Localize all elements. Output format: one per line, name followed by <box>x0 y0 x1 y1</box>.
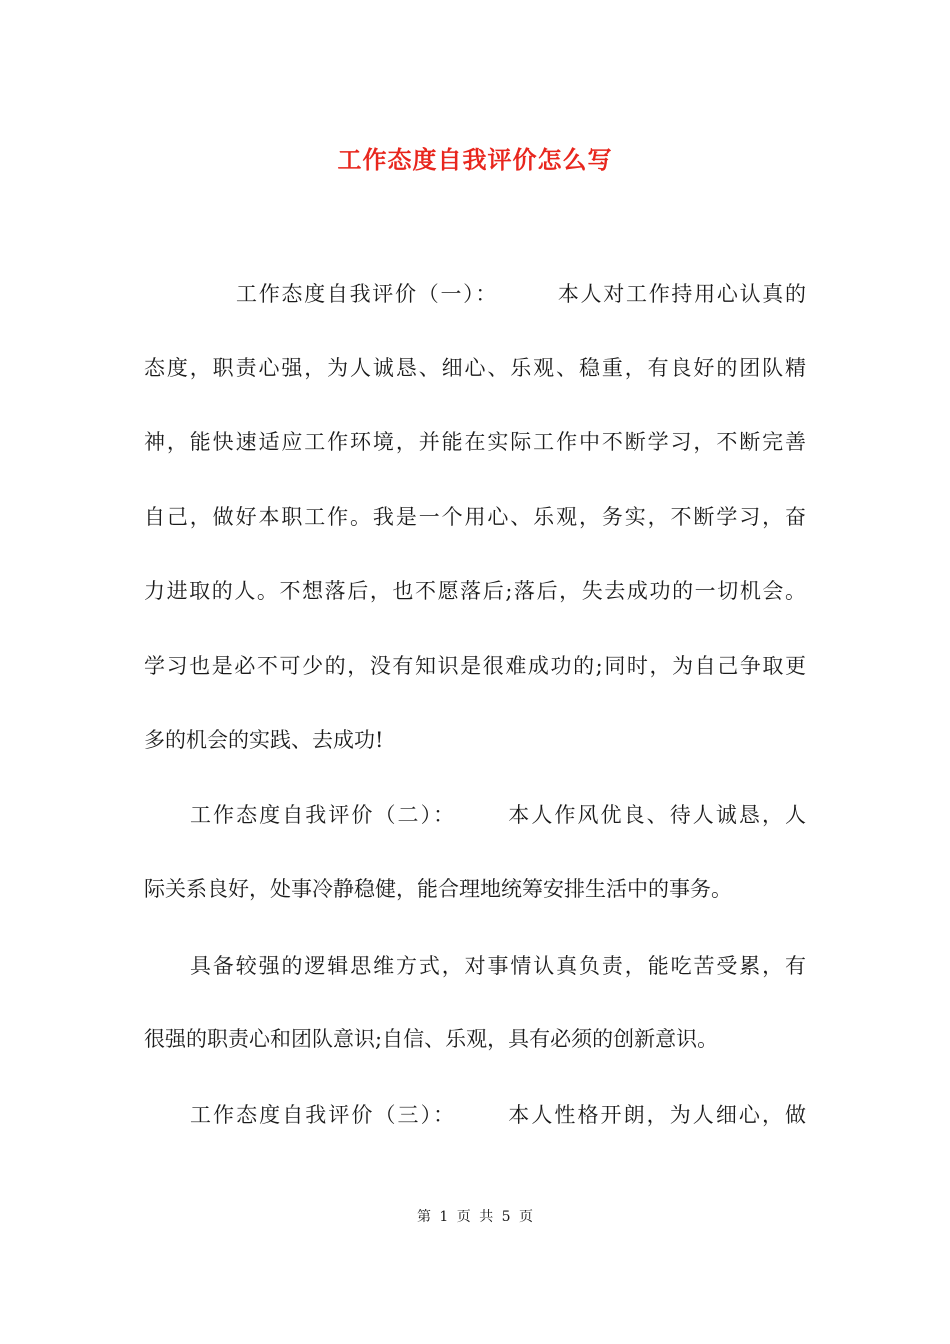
paragraph-line: 自己，做好本职工作。我是一个用心、乐观，务实，不断学习，奋 <box>144 505 806 529</box>
paragraph-line: 神，能快速适应工作环境，并能在实际工作中不断学习，不断完善 <box>144 430 806 454</box>
paragraph-line: 多的机会的实践、去成功! <box>144 728 384 752</box>
paragraph-line <box>236 279 806 309</box>
paragraph-line: 力进取的人。不想落后，也不愿落后;落后，失去成功的一切机会。 <box>144 579 806 603</box>
page-footer: 第 1 页 共 5 页 <box>416 1209 534 1225</box>
paragraph-line <box>190 800 806 830</box>
paragraph-line: 很强的职责心和团队意识;自信、乐观，具有必须的创新意识。 <box>144 1027 719 1051</box>
document-title: 工作态度自我评价怎么写 <box>337 145 613 174</box>
paragraph-line <box>190 1100 806 1130</box>
paragraph-line: 学习也是必不可少的，没有知识是很难成功的;同时，为自己争取更 <box>144 654 806 678</box>
paragraph-line: 态度，职责心强，为人诚恳、细心、乐观、稳重，有良好的团队精 <box>144 356 806 380</box>
section-heading: 工作态度自我评价（三）： <box>190 1103 457 1127</box>
paragraph-line: 际关系良好，处事冷静稳健，能合理地统筹安排生活中的事务。 <box>144 877 732 901</box>
paragraph-line: 具备较强的逻辑思维方式，对事情认真负责，能吃苦受累，有 <box>190 954 806 978</box>
section-heading: 工作态度自我评价（一）： <box>236 282 499 306</box>
paragraph-text: 本人性格开朗，为人细心，做 <box>506 1103 806 1127</box>
paragraph-text: 本人作风优良、待人诚恳，人 <box>506 803 806 827</box>
section-heading: 工作态度自我评价（二）： <box>190 803 457 827</box>
paragraph-text: 本人对工作持用心认真的 <box>556 282 806 306</box>
